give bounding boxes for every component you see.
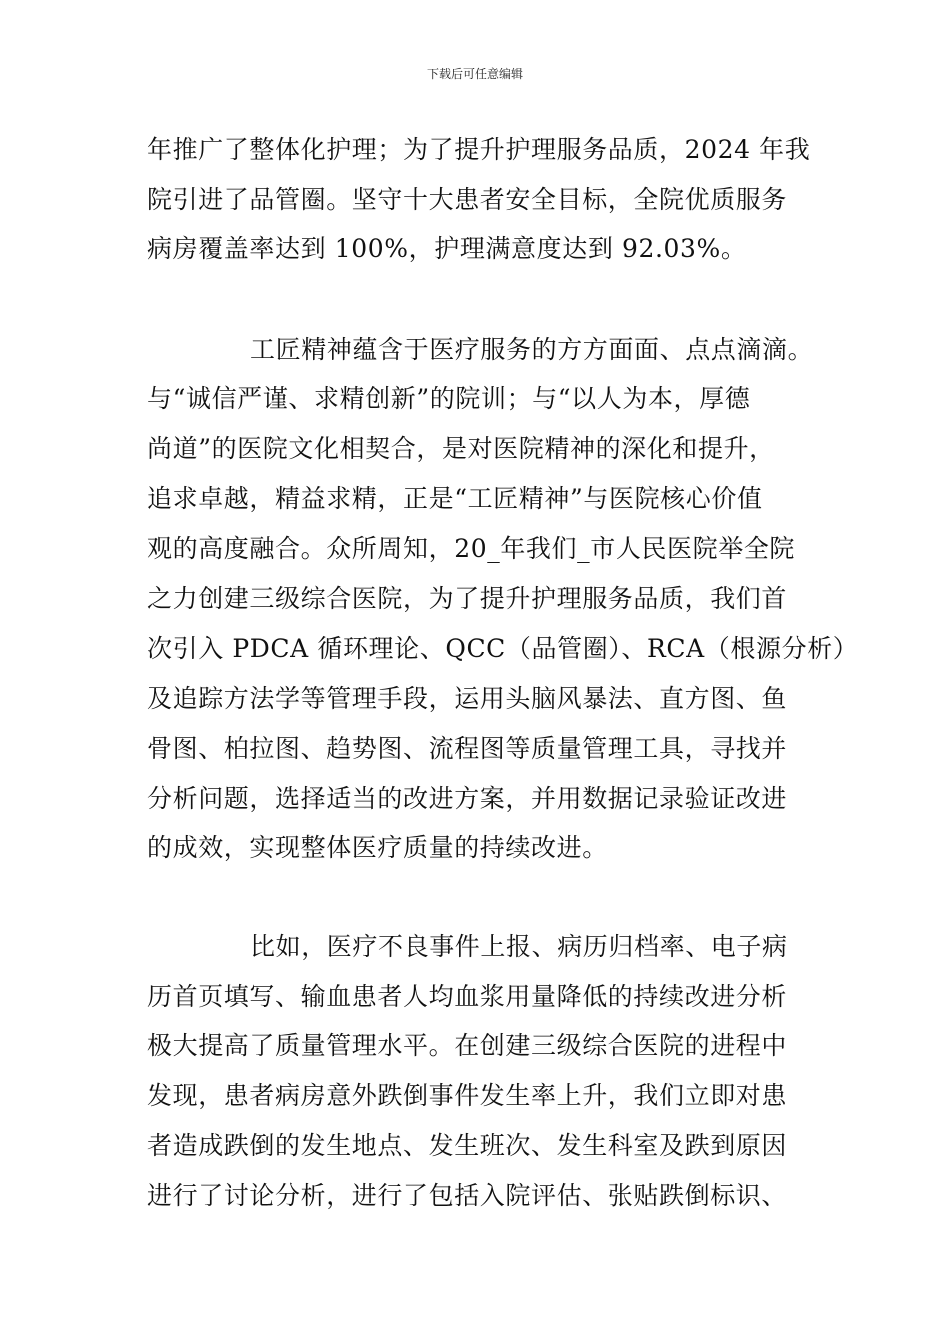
paragraph-line: 工匠精神蕴含于医疗服务的方方面面、点点滴滴。 [250,335,814,364]
paragraph-line: 进行了讨论分析，进行了包括入院评估、张贴跌倒标识、 [147,1181,788,1210]
paragraph-line: 者造成跌倒的发生地点、发生班次、发生科室及跌到原因 [147,1131,788,1160]
paragraph-line: 院引进了品管圈。坚守十大患者安全目标，全院优质服务 [147,185,788,214]
paragraph-line: 及追踪方法学等管理手段，运用头脑风暴法、直方图、鱼 [147,684,788,713]
paragraph-line: 病房覆盖率达到 100%，护理满意度达到 92.03%。 [147,234,747,263]
paragraph-line: 分析问题，选择适当的改进方案，并用数据记录验证改进 [147,784,788,813]
paragraph-line: 之力创建三级综合医院，为了提升护理服务品质，我们首 [147,584,788,613]
paragraph-line: 次引入 PDCA 循环理论、QCC（品管圈）、RCA（根源分析） [147,634,859,663]
paragraph-line: 尚道”的医院文化相契合，是对医院精神的深化和提升， [147,434,775,463]
paragraph-line: 极大提高了质量管理水平。在创建三级综合医院的进程中 [147,1031,788,1060]
paragraph-line: 与“诚信严谨、求精创新”的院训；与“以人为本，厚德 [147,384,751,413]
paragraph-line: 观的高度融合。众所周知，20_年我们_市人民医院举全院 [147,534,796,563]
paragraph-line: 骨图、柏拉图、趋势图、流程图等质量管理工具，寻找并 [147,734,788,763]
paragraph-line: 年推广了整体化护理；为了提升护理服务品质，2024 年我 [147,135,811,164]
paragraph-line: 发现，患者病房意外跌倒事件发生率上升，我们立即对患 [147,1081,788,1110]
paragraph-line: 比如，医疗不良事件上报、病历归档率、电子病 [250,932,788,961]
page-header-note: 下载后可任意编辑 [426,67,523,81]
paragraph-line: 追求卓越，精益求精，正是“工匠精神”与医院核心价值 [147,484,763,513]
paragraph-line: 的成效，实现整体医疗质量的持续改进。 [147,833,608,862]
paragraph-line: 历首页填写、输血患者人均血浆用量降低的持续改进分析 [147,982,788,1011]
